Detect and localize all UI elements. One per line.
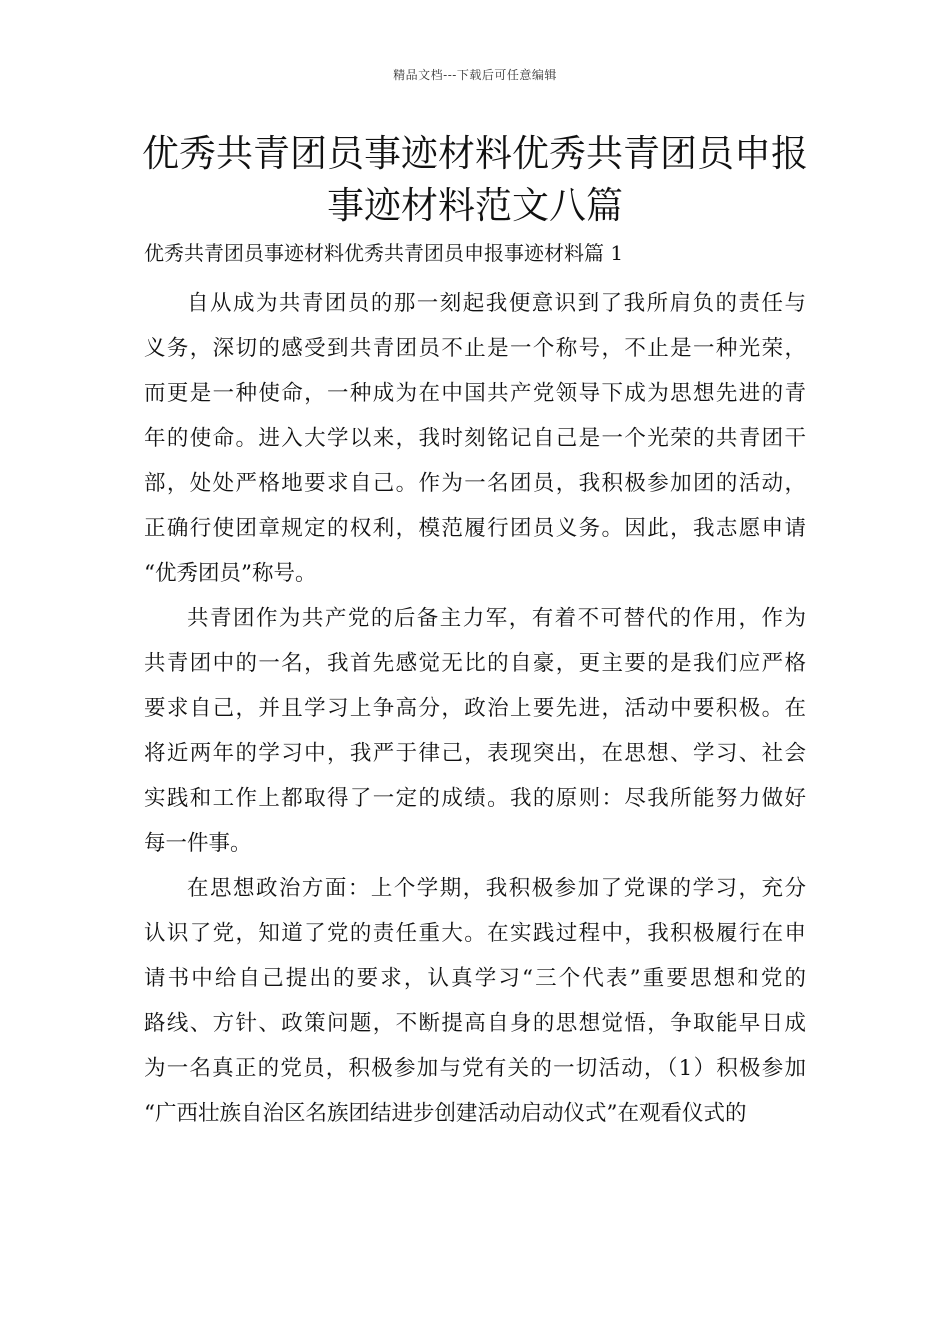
paragraph-line: 将近两年的学习中，我严于律己，表现突出，在思想、学习、社会	[144, 741, 806, 766]
paragraph-line: 而更是一种使命，一种成为在中国共产党领导下成为思想先进的青	[144, 381, 806, 406]
paragraph-line: 义务，深切的感受到共青团员不止是一个称号，不止是一种光荣，	[144, 336, 806, 361]
section-subtitle: 优秀共青团员事迹材料优秀共青团员申报事迹材料篇 1	[144, 241, 624, 265]
paragraph-line: 认识了党，知道了党的责任重大。在实践过程中，我积极履行在申	[144, 921, 806, 946]
paragraph-line: 自从成为共青团员的那一刻起我便意识到了我所肩负的责任与	[187, 291, 806, 316]
document-title: 优秀共青团员事迹材料优秀共青团员申报事迹材料范文八篇	[142, 132, 808, 227]
paragraph-line: 要求自己，并且学习上争高分，政治上要先进，活动中要积极。在	[144, 696, 806, 721]
paragraph-line: “优秀团员”称号。	[144, 561, 317, 586]
paragraph-line: 正确行使团章规定的权利，模范履行团员义务。因此，我志愿申请	[144, 516, 806, 541]
paragraph-line: 每一件事。	[144, 831, 252, 856]
body-text	[144, 281, 806, 1136]
paragraph-line: 请书中给自己提出的要求，认真学习“三个代表”重要思想和党的	[144, 966, 806, 991]
paragraph-line: 年的使命。进入大学以来，我时刻铭记自己是一个光荣的共青团干	[144, 426, 806, 451]
paragraph	[144, 281, 806, 596]
paragraph-line: 实践和工作上都取得了一定的成绩。我的原则：尽我所能努力做好	[144, 786, 806, 811]
paragraph	[144, 596, 806, 866]
paragraph-line: 共青团中的一名，我首先感觉无比的自豪，更主要的是我们应严格	[144, 651, 806, 676]
paragraph-line: “广西壮族自治区名族团结进步创建活动启动仪式”在观看仪式的	[144, 1101, 747, 1126]
paragraph-line: 为一名真正的党员，积极参加与党有关的一切活动，（1）积极参加	[144, 1056, 806, 1081]
paragraph	[144, 866, 806, 1136]
header-note: 精品文档---下载后可任意编辑	[393, 68, 557, 82]
paragraph-line: 部，处处严格地要求自己。作为一名团员，我积极参加团的活动，	[144, 471, 806, 496]
paragraph-line: 共青团作为共产党的后备主力军，有着不可替代的作用，作为	[187, 606, 806, 631]
paragraph-line: 在思想政治方面：上个学期，我积极参加了党课的学习，充分	[187, 876, 806, 901]
paragraph-line: 路线、方针、政策问题，不断提高自身的思想觉悟，争取能早日成	[144, 1011, 806, 1036]
